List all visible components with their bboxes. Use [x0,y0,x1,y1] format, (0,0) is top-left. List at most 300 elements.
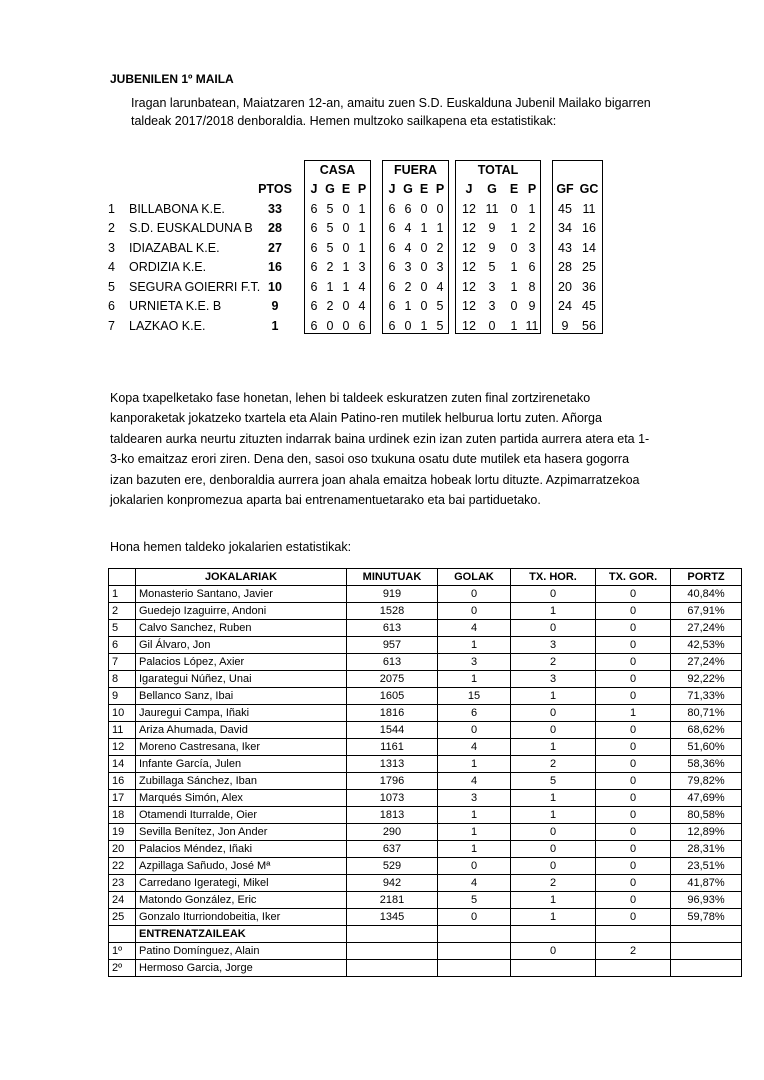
standings-col-header: J [388,182,396,196]
stats-cell: 58,36% [671,756,742,773]
standings-value: 6 [310,221,318,235]
stats-header-cell: TX. GOR. [596,569,671,586]
stats-cell: 0 [511,705,596,722]
standings-value: 0 [342,201,350,216]
standings-value: 4 [404,221,412,235]
stats-cell: 15 [438,688,511,705]
standings-value: 6 [388,279,396,294]
standings-value: 1 [510,318,518,333]
standings-value: 0 [488,318,496,333]
table-row [109,705,742,722]
stats-cell: 1 [511,790,596,807]
standings-col-header: E [341,182,351,196]
standings-value: 4 [358,279,366,294]
stats-cell: 67,91% [671,603,742,620]
standings-value: 2 [528,221,536,235]
stats-cell: 290 [347,824,438,841]
standings-value: 0 [326,318,334,333]
stats-cell: Moreno Castresana, Iker [136,739,347,756]
stats-cell [511,960,596,977]
stats-cell: 1 [438,841,511,858]
stats-cell: 0 [438,722,511,739]
standings-gc: 16 [582,221,596,235]
table-row [109,586,742,603]
stats-cell: 0 [596,603,671,620]
stats-cell: 71,33% [671,688,742,705]
stats-cell: 0 [438,586,511,603]
standings-value: 0 [404,318,412,333]
stats-cell: Jauregui Campa, Iñaki [136,705,347,722]
stats-cell: Gil Álvaro, Jon [136,637,347,654]
stats-cell: Guedejo Izaguirre, Andoni [136,603,347,620]
standings-gc: 14 [582,240,596,255]
stats-cell: Marqués Simón, Alex [136,790,347,807]
stats-cell: 14 [109,756,136,773]
table-row [109,722,742,739]
stats-cell: 2 [511,756,596,773]
stats-cell: 613 [347,654,438,671]
standings-value: 12 [462,279,476,294]
standings-value: 2 [404,279,412,294]
stats-cell: 18 [109,807,136,824]
standings-value: 3 [528,240,536,255]
stats-cell: 0 [511,722,596,739]
stats-cell: 1 [511,892,596,909]
standings-value: 0 [342,221,350,235]
standings-value: 5 [326,240,334,255]
stats-cell: 1605 [347,688,438,705]
stats-cell [596,960,671,977]
stats-cell [671,943,742,960]
standings-team-name: LAZKAO K.E. [129,318,206,333]
stats-cell: 0 [511,841,596,858]
intro-paragraph: Iragan larunbatean, Maiatzaren 12-an, amaitu zuen S.D. Euskalduna Jubenil Mailako bigarren taldeak 2017/2018 denboraldia. Hemen multzoko sailkapena eta estatistikak: [131,96,651,128]
stats-cell: 0 [596,654,671,671]
standings-value: 6 [310,299,318,313]
standings-points: 9 [271,299,279,313]
stats-header-cell: GOLAK [438,569,511,586]
stats-cell: 2º [109,960,136,977]
stats-cell: 613 [347,620,438,637]
stats-cell [671,960,742,977]
standings-team-name: URNIETA K.E. B [129,299,222,313]
standings-position: 7 [108,318,115,333]
table-row [109,875,742,892]
stats-cell: 20 [109,841,136,858]
stats-cell: 4 [438,773,511,790]
standings-team-name: S.D. EUSKALDUNA B [129,221,253,235]
standings-value: 1 [436,221,444,235]
stats-header-cell: JOKALARIAK [136,569,347,586]
standings-value: 9 [488,221,496,235]
standings-value: 6 [358,318,366,333]
stats-cell: 0 [596,790,671,807]
stats-cell: 3 [511,637,596,654]
stats-cell: 942 [347,875,438,892]
standings-value: 0 [510,240,518,255]
stats-cell: 0 [596,892,671,909]
stats-cell [511,926,596,943]
stats-header-row [109,569,742,586]
standings-value: 2 [436,240,444,255]
stats-cell: 1 [511,688,596,705]
standings-value: 5 [326,221,334,235]
stats-cell: 28,31% [671,841,742,858]
standings-value: 1 [420,318,428,333]
stats-cell: 0 [596,841,671,858]
standings-value: 3 [488,279,496,294]
standings-value: 2 [326,260,334,274]
standings-gf: 28 [558,260,572,274]
standings-value: 0 [420,299,428,313]
stats-cell: 68,62% [671,722,742,739]
stats-cell: 0 [596,773,671,790]
stats-cell: 1 [438,637,511,654]
stats-cell: 79,82% [671,773,742,790]
stats-cell: 1 [438,824,511,841]
standings-position: 5 [108,279,115,294]
stats-cell: Carredano Igerategi, Mikel [136,875,347,892]
stats-cell: 637 [347,841,438,858]
standings-group-header: TOTAL [477,163,519,177]
stats-cell: 2075 [347,671,438,688]
standings-gc-header: GC [579,182,599,196]
standings-value: 6 [310,279,318,294]
stats-cell: 12 [109,739,136,756]
stats-cell: 11 [109,722,136,739]
standings-gc: 45 [582,299,596,313]
table-row [109,756,742,773]
stats-cell: 1813 [347,807,438,824]
stats-cell: 0 [596,756,671,773]
stats-cell [596,926,671,943]
stats-cell: 957 [347,637,438,654]
table-row [109,841,742,858]
table-row [109,943,742,960]
standings-gf: 34 [558,221,572,235]
stats-cell: 92,22% [671,671,742,688]
stats-cell: 0 [596,722,671,739]
stats-cell: 10 [109,705,136,722]
standings-gf: 45 [558,201,572,216]
standings-value: 6 [404,201,412,216]
standings-value: 0 [436,201,444,216]
standings-value: 8 [528,279,536,294]
stats-cell: 22 [109,858,136,875]
stats-cell: 4 [438,739,511,756]
stats-cell: 2 [109,603,136,620]
stats-cell: 23,51% [671,858,742,875]
standings-value: 1 [342,279,350,294]
stats-cell: 5 [511,773,596,790]
standings-value: 6 [388,260,396,274]
stats-cell: 0 [596,875,671,892]
standings-position: 4 [108,260,115,274]
stats-cell: 7 [109,654,136,671]
stats-cell: Sevilla Benítez, Jon Ander [136,824,347,841]
stats-cell: 1 [511,807,596,824]
standings-value: 9 [528,299,536,313]
standings-gf: 9 [561,318,569,333]
table-row [109,773,742,790]
stats-header-cell: TX. HOR. [511,569,596,586]
stats-cell [438,943,511,960]
stats-cell: 27,24% [671,620,742,637]
standings-gc: 11 [582,201,596,216]
stats-cell: 0 [511,586,596,603]
standings-value: 6 [310,201,318,216]
table-row [109,654,742,671]
standings-pts-header: PTOS [258,182,292,196]
stats-cell: 59,78% [671,909,742,926]
standings-value: 4 [404,240,412,255]
stats-cell: 80,58% [671,807,742,824]
stats-cell [671,926,742,943]
stats-cell: Azpillaga Sañudo, José Mª [136,858,347,875]
standings-value: 11 [485,201,499,216]
stats-cell: 0 [596,671,671,688]
stats-header-cell [109,569,136,586]
standings-gf-header: GF [556,182,574,196]
stats-cell: 0 [596,620,671,637]
stats-cell [438,960,511,977]
standings-value: 12 [462,260,476,274]
table-row [109,603,742,620]
standings-value: 1 [342,260,350,274]
stats-cell: 1073 [347,790,438,807]
standings-value: 0 [420,260,428,274]
stats-cell: 0 [596,688,671,705]
stats-cell: 0 [596,739,671,756]
standings-value: 6 [310,318,318,333]
stats-intro: Hona hemen taldeko jokalarien estatistikak: [110,540,352,554]
stats-cell [347,960,438,977]
stats-cell: 96,93% [671,892,742,909]
stats-cell: 0 [596,807,671,824]
table-row [109,892,742,909]
standings-col-header: P [527,182,537,196]
standings-value: 4 [358,299,366,313]
stats-cell: 1313 [347,756,438,773]
stats-cell: 5 [438,892,511,909]
standings-value: 1 [358,240,366,255]
body-paragraph: Kopa txapelketako fase honetan, lehen bi taldeek eskuratzen zuten final zortzirenetako kanporaketak jokatzeko txartela eta Alain Patino-ren mutilek helburua lortu zuten. Añorga taldearen aurka neurtu zituzten indarrak baina urdinek ezin izan zuten partida aurrera atera eta 1-3-ko emaitzaz erori ziren. Dena den, sasoi oso txukuna osatu dute mutilek eta hasera gogorra izan bazuten ere, denboraldia aurrera joan ahala emaitza hobeak lortu dituzte. Azpimarratzekoa jokalarien konpromezua aparta bai entrenamentuetarako eta bai partiduetako. [110,391,650,508]
standings-position: 6 [108,299,115,313]
stats-cell: 0 [438,858,511,875]
stats-cell: Zubillaga Sánchez, Iban [136,773,347,790]
stats-cell: 1 [511,909,596,926]
standings-position: 3 [108,240,115,255]
page-title: JUBENILEN 1º MAILA [110,72,234,86]
standings-value: 3 [404,260,412,274]
standings-value: 9 [488,240,496,255]
stats-cell: 4 [438,620,511,637]
standings-col-header: P [357,182,367,196]
stats-cell [347,926,438,943]
stats-cell: 2 [511,654,596,671]
standings-value: 1 [528,201,536,216]
stats-cell: Otamendi Iturralde, Oier [136,807,347,824]
table-row [109,739,742,756]
standings-value: 12 [462,318,476,333]
standings-col-header: P [435,182,445,196]
standings-value: 5 [488,260,496,274]
standings-value: 12 [462,201,476,216]
table-row [109,637,742,654]
stats-cell: 6 [109,637,136,654]
standings-value: 6 [528,260,536,274]
stats-cell: 0 [438,909,511,926]
standings-col-header: E [419,182,429,196]
stats-cell: Ariza Ahumada, David [136,722,347,739]
stats-cell: Calvo Sanchez, Ruben [136,620,347,637]
stats-cell: 1 [438,756,511,773]
standings-col-header: G [487,182,497,196]
standings-col-header: J [465,182,473,196]
stats-cell: 3 [438,790,511,807]
coaches-header-row [109,926,742,943]
standings-value: 6 [310,240,318,255]
stats-cell: 80,71% [671,705,742,722]
table-row [109,688,742,705]
standings-value: 5 [436,318,444,333]
standings-value: 0 [510,201,518,216]
standings-team-name: BILLABONA K.E. [129,201,225,216]
stats-cell: Palacios López, Axier [136,654,347,671]
stats-cell: 0 [596,637,671,654]
stats-cell: Patino Domínguez, Alain [136,943,347,960]
standings-value: 3 [436,260,444,274]
standings-gf: 24 [558,299,572,313]
table-row [109,790,742,807]
table-row [109,858,742,875]
standings-group-header: FUERA [393,163,438,177]
table-row [109,620,742,637]
standings-col-header: G [325,182,335,196]
stats-cell: Infante García, Julen [136,756,347,773]
stats-cell: 0 [511,858,596,875]
standings-gf: 43 [558,240,572,255]
standings-value: 5 [436,299,444,313]
stats-header-cell: PORTZ [671,569,742,586]
stats-cell: 1 [438,807,511,824]
standings-points: 27 [268,240,282,255]
stats-cell: 17 [109,790,136,807]
stats-cell: 40,84% [671,586,742,603]
standings-value: 1 [510,260,518,274]
stats-cell: 1º [109,943,136,960]
stats-cell: 51,60% [671,739,742,756]
stats-cell: 2 [596,943,671,960]
standings-value: 6 [388,201,396,216]
stats-cell: Bellanco Sanz, Ibai [136,688,347,705]
stats-cell: 1 [511,739,596,756]
standings-points: 1 [271,318,279,333]
standings-value: 0 [420,279,428,294]
stats-cell: 42,53% [671,637,742,654]
standings-value: 3 [358,260,366,274]
standings-value: 4 [436,279,444,294]
stats-cell: 529 [347,858,438,875]
stats-cell: 2 [511,875,596,892]
stats-cell: 0 [596,586,671,603]
standings-points: 28 [268,221,282,235]
table-row [109,909,742,926]
stats-cell: 0 [511,620,596,637]
stats-cell: 23 [109,875,136,892]
stats-cell: 3 [511,671,596,688]
stats-cell: 5 [109,620,136,637]
standings-value: 6 [388,299,396,313]
stats-cell: 0 [438,603,511,620]
standings-value: 0 [342,318,350,333]
standings-value: 0 [420,201,428,216]
stats-cell: 1816 [347,705,438,722]
standings-value: 12 [462,299,476,313]
stats-cell: 41,87% [671,875,742,892]
stats-cell: Palacios Méndez, Iñaki [136,841,347,858]
stats-cell: 6 [438,705,511,722]
standings-position: 1 [108,201,115,216]
standings-value: 1 [404,299,412,313]
stats-cell: 0 [511,824,596,841]
stats-header-cell: MINUTUAK [347,569,438,586]
stats-cell: 0 [596,909,671,926]
stats-cell: 1345 [347,909,438,926]
standings-value: 3 [488,299,496,313]
stats-cell: 47,69% [671,790,742,807]
stats-cell: 1 [438,671,511,688]
stats-cell: 2181 [347,892,438,909]
stats-cell: 25 [109,909,136,926]
stats-cell: 27,24% [671,654,742,671]
stats-cell: 16 [109,773,136,790]
stats-cell: 12,89% [671,824,742,841]
table-row [109,807,742,824]
standings-value: 1 [510,279,518,294]
standings-col-header: G [403,182,413,196]
standings-value: 5 [326,201,334,216]
standings-gf: 20 [558,279,572,294]
stats-cell: 8 [109,671,136,688]
standings-points: 16 [268,260,282,274]
table-row [109,824,742,841]
standings-value: 6 [310,260,318,274]
stats-cell [109,926,136,943]
stats-cell: 24 [109,892,136,909]
stats-cell: 4 [438,875,511,892]
stats-cell: 0 [511,943,596,960]
stats-cell: 0 [596,824,671,841]
standings-gc: 36 [582,279,596,294]
standings-team-name: SEGURA GOIERRI F.T. [129,279,261,294]
stats-cell: ENTRENATZAILEAK [136,926,347,943]
stats-cell: Monasterio Santano, Javier [136,586,347,603]
standings-gc: 56 [582,318,596,333]
standings-value: 6 [388,318,396,333]
standings-col-header: E [509,182,519,196]
standings-value: 1 [420,221,428,235]
stats-cell: Gonzalo Iturriondobeitia, Iker [136,909,347,926]
standings-points: 33 [268,201,282,216]
stats-cell: 3 [438,654,511,671]
standings-position: 2 [108,221,115,235]
stats-cell: 919 [347,586,438,603]
stats-cell: 19 [109,824,136,841]
stats-cell: 1796 [347,773,438,790]
stats-cell: Igarategui Núñez, Unai [136,671,347,688]
standings-value: 1 [358,201,366,216]
